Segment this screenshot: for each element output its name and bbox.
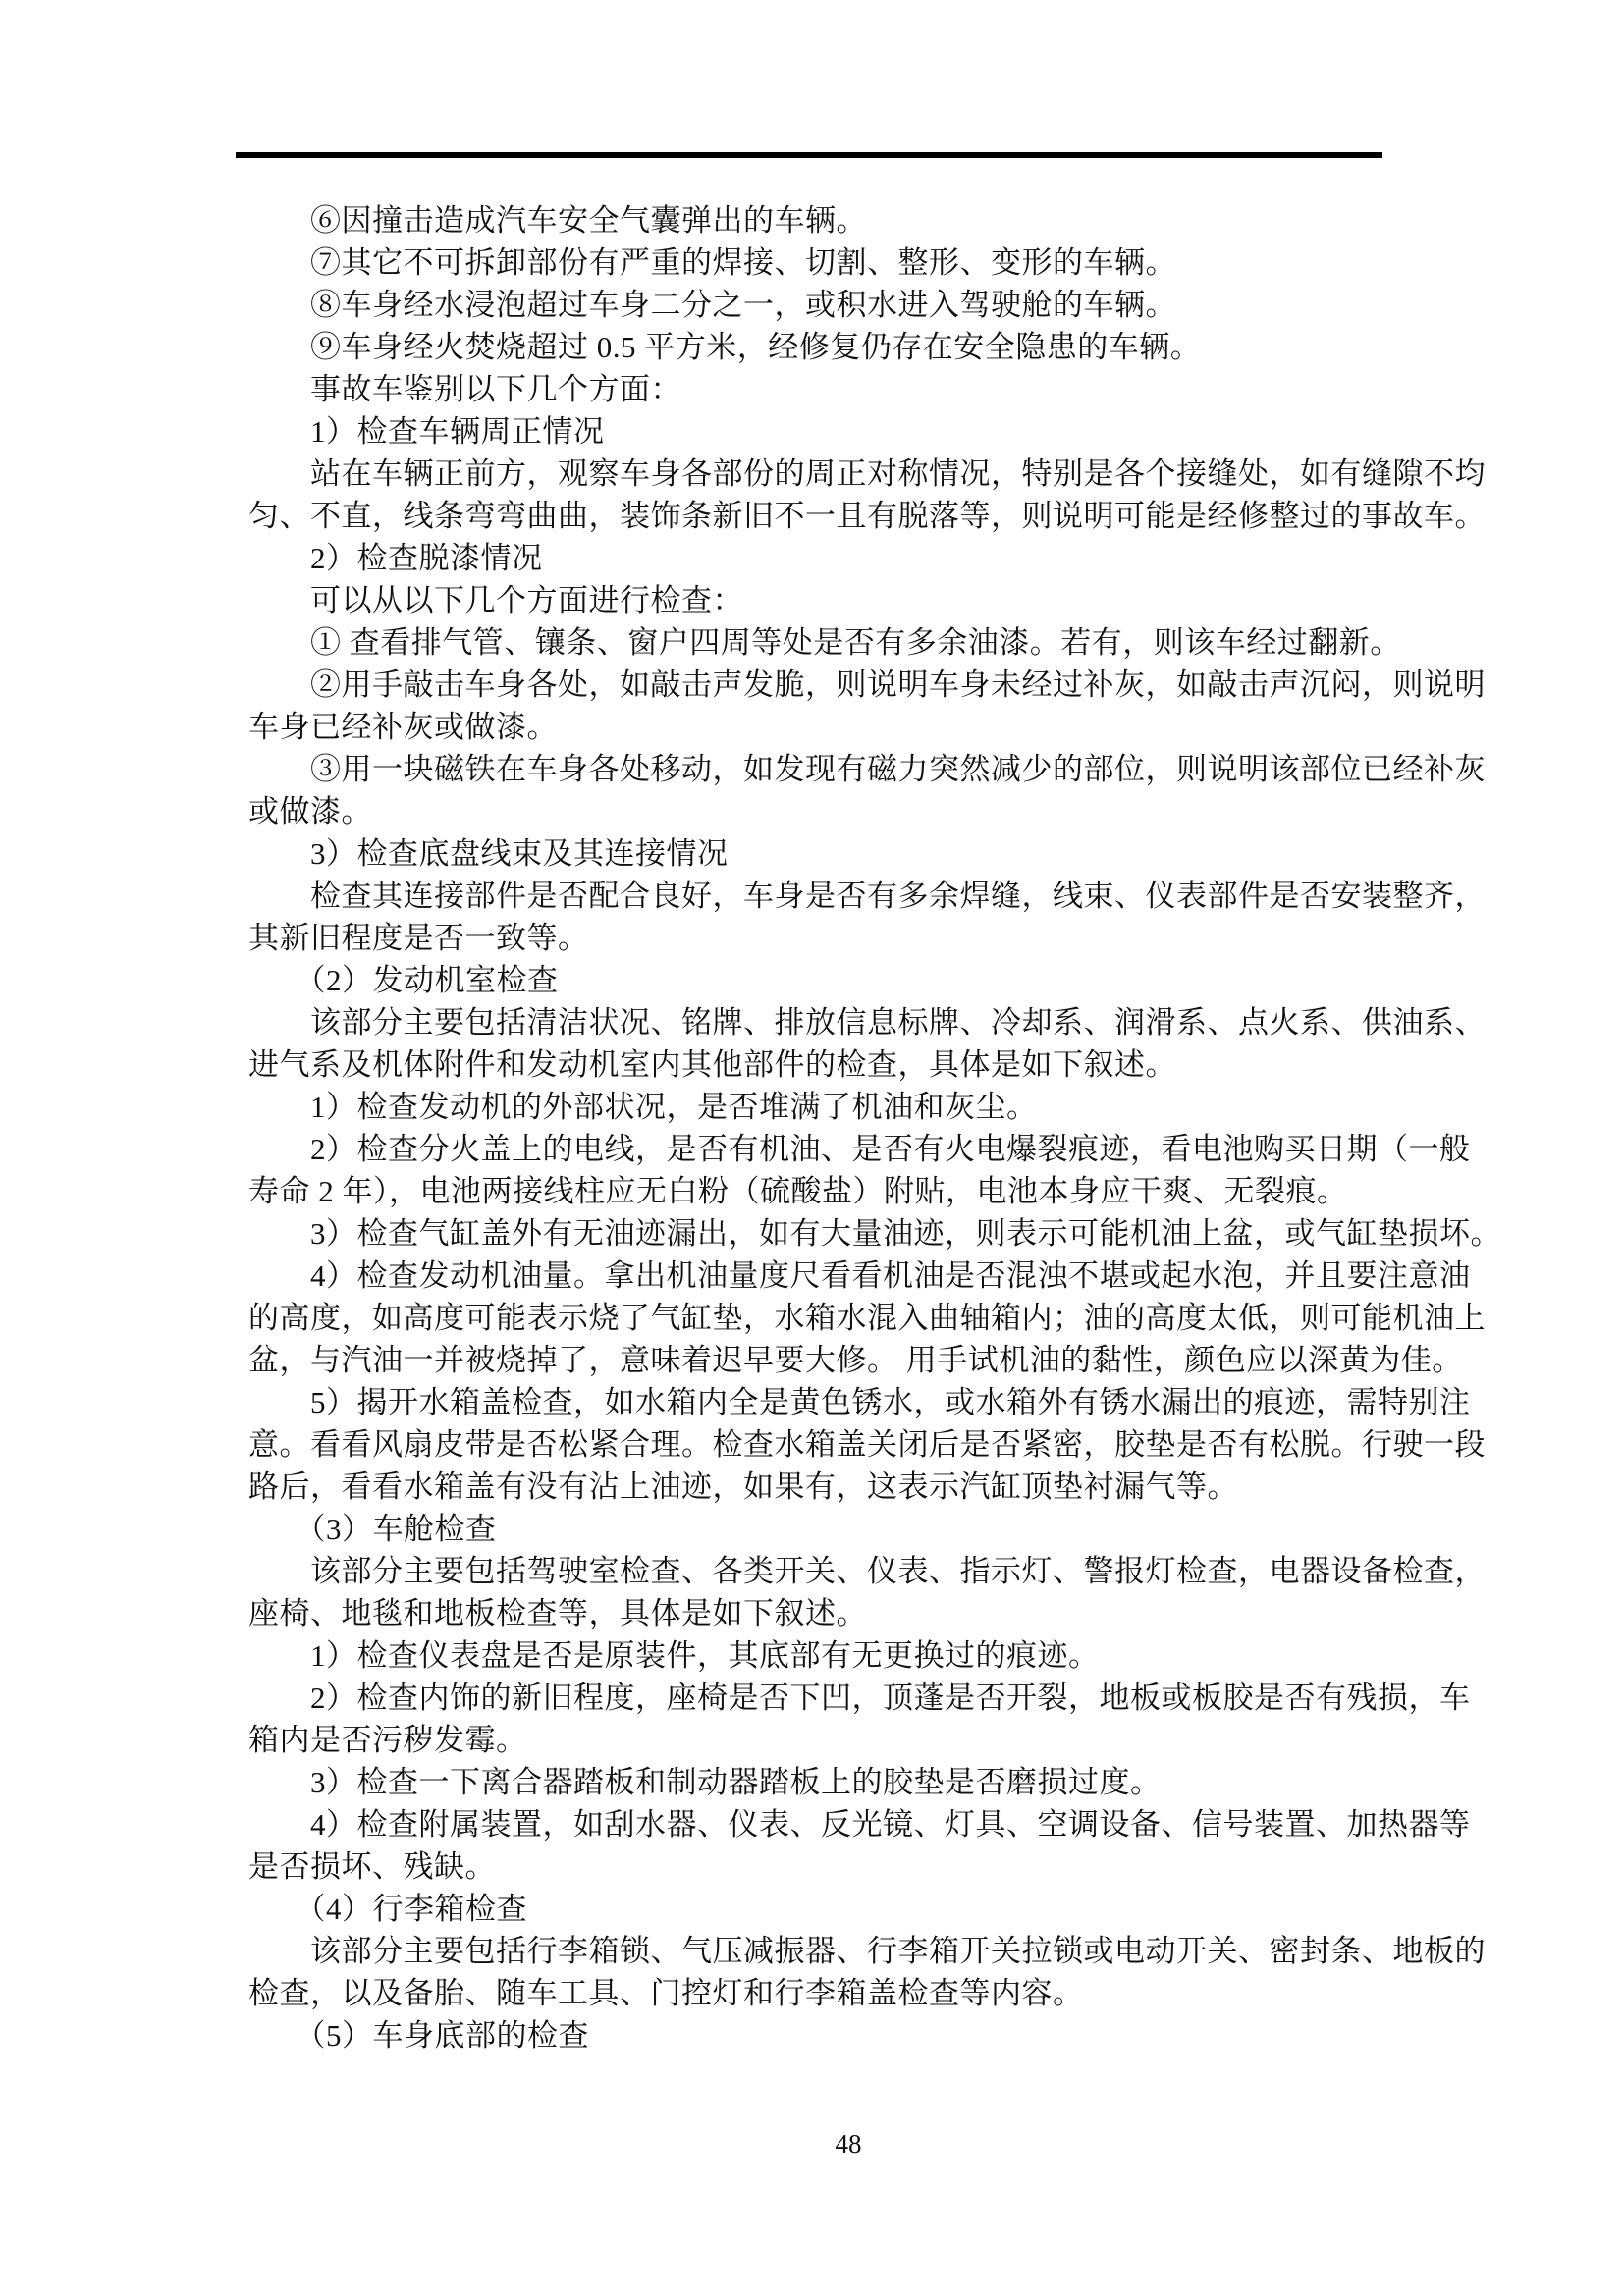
text-line: 进气系及机体附件和发动机室内其他部件的检查，具体是如下叙述。 (248, 1047, 1176, 1082)
text-line: 站在车辆正前方，观察车身各部份的周正对称情况，特别是各个接缝处，如有缝隙不均 (248, 456, 1486, 491)
text-line: 2）检查内饰的新旧程度，座椅是否下凹，顶蓬是否开裂，地板或板胶是否有残损，车 (248, 1681, 1471, 1715)
text-line: 车身已经补灰或做漆。 (248, 710, 558, 744)
text-line: 可以从以下几个方面进行检查： (248, 583, 743, 617)
text-line: 路后，看看水箱盖有没有沾上油迹，如果有，这表示汽缸顶垫衬漏气等。 (248, 1469, 1238, 1504)
text-line: 3）检查底盘线束及其连接情况 (248, 836, 729, 871)
page-number: 48 (835, 2129, 862, 2159)
text-line: 2）检查分火盖上的电线，是否有机油、是否有火电爆裂痕迹，看电池购买日期（一般 (248, 1132, 1471, 1166)
text-line: 4）检查发动机油量。拿出机油量度尺看看机油是否混浊不堪或起水泡，并且要注意油 (248, 1258, 1471, 1293)
text-line: ⑥因撞击造成汽车安全气囊弹出的车辆。 (248, 203, 867, 238)
text-line: 该部分主要包括清洁状况、铭牌、排放信息标牌、冷却系、润滑系、点火系、供油系、 (248, 1005, 1486, 1040)
text-line: 1）检查发动机的外部状况，是否堆满了机油和灰尘。 (248, 1090, 1038, 1124)
text-line: 其新旧程度是否一致等。 (248, 921, 589, 955)
text-line: ③用一块磁铁在车身各处移动，如发现有磁力突然减少的部位，则说明该部位已经补灰 (248, 752, 1486, 786)
text-line: ⑧车身经水浸泡超过车身二分之一，或积水进入驾驶舱的车辆。 (248, 288, 1176, 322)
text-line: 3）检查气缸盖外有无油迹漏出，如有大量油迹，则表示可能机油上盆，或气缸垫损坏。 (248, 1216, 1501, 1251)
text-line: ⑨车身经火焚烧超过 0.5 平方米，经修复仍存在安全隐患的车辆。 (248, 330, 1202, 364)
text-line: 1）检查车辆周正情况 (248, 414, 605, 449)
text-line: 检查其连接部件是否配合良好，车身是否有多余焊缝，线束、仪表部件是否安装整齐， (248, 879, 1486, 913)
text-line: 匀、不直，线条弯弯曲曲，装饰条新旧不一且有脱落等，则说明可能是经修整过的事故车。 (248, 499, 1486, 533)
text-line: 4）检查附属装置，如刮水器、仪表、反光镜、灯具、空调设备、信号装置、加热器等 (248, 1807, 1471, 1842)
text-line: 5）揭开水箱盖检查，如水箱内全是黄色锈水，或水箱外有锈水漏出的痕迹，需特别注 (248, 1385, 1471, 1419)
text-line: 箱内是否污秽发霉。 (248, 1723, 527, 1757)
text-line: 2）检查脱漆情况 (248, 541, 543, 575)
text-line: 寿命 2 年），电池两接线柱应无白粉（硫酸盐）附贴，电池本身应干爽、无裂痕。 (248, 1174, 1348, 1208)
text-line: 座椅、地毯和地板检查等，具体是如下叙述。 (248, 1596, 867, 1630)
text-line: 该部分主要包括行李箱锁、气压减振器、行李箱开关拉锁或电动开关、密封条、地板的 (248, 1934, 1486, 1968)
document-body (248, 199, 1501, 2056)
text-line: ②用手敲击车身各处，如敲击声发脆，则说明车身未经过补灰，如敲击声沉闷，则说明 (248, 667, 1486, 702)
text-line: 意。看看风扇皮带是否松紧合理。检查水箱盖关闭后是否紧密，胶垫是否有松脱。行驶一段 (248, 1427, 1486, 1462)
text-line: （3）车舱检查 (248, 1512, 497, 1546)
text-line: 或做漆。 (248, 794, 372, 828)
text-line: （5）车身底部的检查 (248, 2018, 589, 2053)
text-line: 3）检查一下离合器踏板和制动器踏板上的胶垫是否磨损过度。 (248, 1765, 1162, 1799)
text-line: （2）发动机室检查 (248, 963, 559, 997)
text-line: （4）行李箱检查 (248, 1892, 527, 1926)
text-line: 检查，以及备胎、随车工具、门控灯和行李箱盖检查等内容。 (248, 1976, 1084, 2010)
text-line: 该部分主要包括驾驶室检查、各类开关、仪表、指示灯、警报灯检查，电器设备检查， (248, 1554, 1486, 1588)
text-line: ⑦其它不可拆卸部份有严重的焊接、切割、整形、变形的车辆。 (248, 245, 1176, 280)
header-divider (236, 152, 1382, 158)
text-line: ① 查看排气管、镶条、窗户四周等处是否有多余油漆。若有，则该车经过翻新。 (248, 625, 1401, 660)
text-line: 盆，与汽油一并被烧掉了，意味着迟早要大修。 用手试机油的黏性，颜色应以深黄为佳。 (248, 1343, 1463, 1377)
text-line: 是否损坏、残缺。 (248, 1849, 496, 1884)
text-line: 的高度，如高度可能表示烧了气缸垫，水箱水混入曲轴箱内；油的高度太低，则可能机油上 (248, 1301, 1486, 1335)
text-line: 事故车鉴别以下几个方面： (248, 372, 681, 406)
text-line: 1）检查仪表盘是否是原装件，其底部有无更换过的痕迹。 (248, 1638, 1100, 1673)
